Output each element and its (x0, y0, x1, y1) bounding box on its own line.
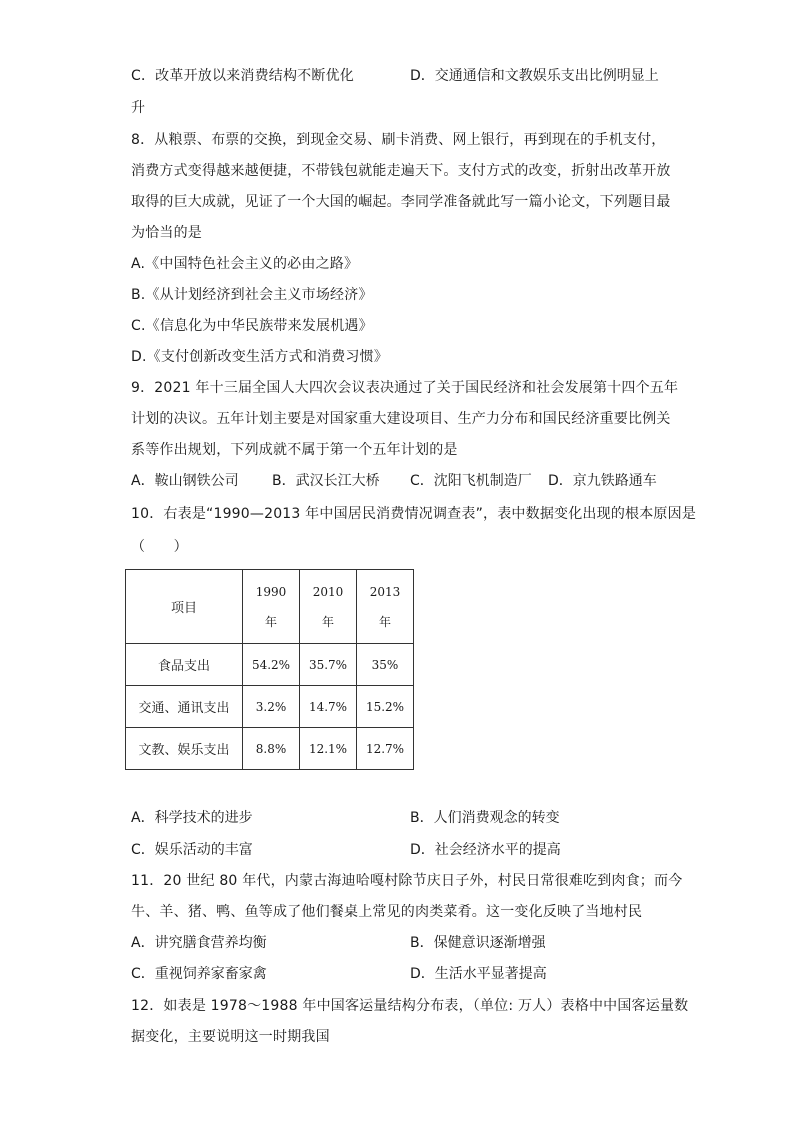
q8-stem-line-2: 消费方式变得越来越便捷，不带钱包就能走遍天下。支付方式的改变，折射出改革开放 (131, 163, 671, 179)
q9-stem-line-3: 系等作出规划，下列成就不属于第一个五年计划的是 (131, 442, 458, 458)
q11-stem-line-1: 11．20 世纪 80 年代，内蒙古海迪哈嘎村除节庆日子外，村民日常很难吃到肉食；而今 (131, 873, 683, 889)
q9-stem-line-2: 计划的决议。五年计划主要是对国家重大建设项目、生产力分布和国民经济重要比例关 (131, 411, 671, 427)
table-row (126, 728, 414, 770)
table-header-year-2013: 2013 年 (357, 570, 414, 644)
q9-option-c: C．沈阳飞机制造厂 (410, 473, 532, 489)
table-header-year-2010: 2010 年 (300, 570, 357, 644)
table-cell: 12.7% (357, 728, 414, 770)
consumption-table (125, 569, 414, 770)
table-cell: 35% (357, 644, 414, 686)
q10-stem: 10．右表是“1990—2013 年中国居民消费情况调查表”，表中数据变化出现的根本原因是 (131, 506, 697, 522)
q7-option-d: D．交通通信和文教娱乐支出比例明显上 (410, 68, 659, 84)
table-row (126, 644, 414, 686)
table-header-year-1990: 1990 年 (243, 570, 300, 644)
q11-option-d: D．生活水平显著提高 (410, 966, 547, 982)
table-cell: 8.8% (243, 728, 300, 770)
table-cell: 15.2% (357, 686, 414, 728)
row-label-food: 食品支出 (126, 644, 243, 686)
q8-option-b: B.《从计划经济到社会主义市场经济》 (131, 287, 373, 303)
q10-option-d: D．社会经济水平的提高 (410, 842, 561, 858)
q8-stem-line-1: 8．从粮票、布票的交换，到现金交易、刷卡消费、网上银行，再到现在的手机支付， (131, 132, 666, 148)
q7-option-c: C．改革开放以来消费结构不断优化 (131, 68, 354, 84)
q12-stem-line-2: 据变化，主要说明这一时期我国 (131, 1029, 330, 1045)
q9-stem-line-1: 9．2021 年十三届全国人大四次会议表决通过了关于国民经济和社会发展第十四个五年 (131, 380, 679, 396)
row-label-transport: 交通、通讯支出 (126, 686, 243, 728)
q11-option-c: C．重视饲养家畜家禽 (131, 966, 267, 982)
q10-option-b: B．人们消费观念的转变 (410, 810, 560, 826)
table-cell: 54.2% (243, 644, 300, 686)
q8-stem-line-4: 为恰当的是 (131, 225, 202, 241)
q11-stem-line-2: 牛、羊、猪、鸭、鱼等成了他们餐桌上常见的肉类菜肴。这一变化反映了当地村民 (131, 904, 643, 920)
q11-option-b: B．保健意识逐渐增强 (410, 935, 546, 951)
table-row (126, 686, 414, 728)
q8-option-c: C.《信息化为中华民族带来发展机遇》 (131, 318, 373, 334)
q9-option-b: B．武汉长江大桥 (272, 473, 380, 489)
q11-option-a: A．讲究膳食营养均衡 (131, 935, 267, 951)
table-cell: 14.7% (300, 686, 357, 728)
table-cell: 12.1% (300, 728, 357, 770)
q9-option-d: D．京九铁路通车 (548, 473, 657, 489)
row-label-education: 文教、娱乐支出 (126, 728, 243, 770)
q9-option-a: A．鞍山钢铁公司 (131, 473, 239, 489)
q10-option-a: A．科学技术的进步 (131, 810, 253, 826)
q8-option-d: D.《支付创新改变生活方式和消费习惯》 (131, 349, 389, 365)
q12-stem-line-1: 12．如表是 1978～1988 年中国客运量结构分布表，（单位: 万人）表格中中国客运量数 (131, 998, 689, 1014)
table-cell: 3.2% (243, 686, 300, 728)
q7-option-d-wrap: 升 (131, 100, 146, 116)
q10-option-c: C．娱乐活动的丰富 (131, 842, 253, 858)
table-header-item: 项目 (126, 570, 243, 644)
table-cell: 35.7% (300, 644, 357, 686)
q8-stem-line-3: 取得的巨大成就，见证了一个大国的崛起。李同学准备就此写一篇小论文，下列题目最 (131, 194, 671, 210)
q8-option-a: A.《中国特色社会主义的必由之路》 (131, 256, 359, 272)
q10-answer-paren: （ ） (131, 539, 188, 555)
